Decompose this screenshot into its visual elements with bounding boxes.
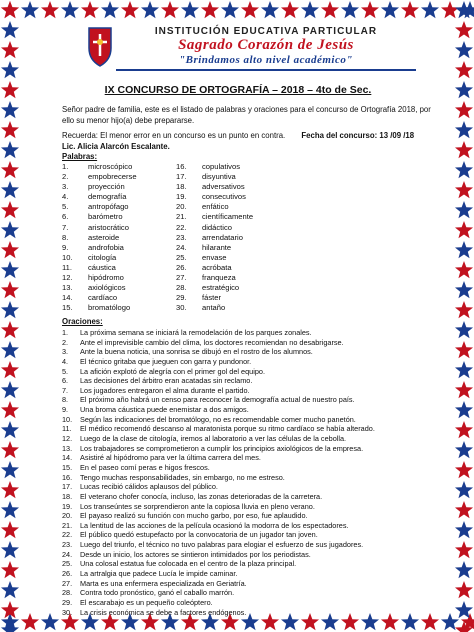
- item-number: 15.: [62, 462, 73, 472]
- list-item: [62, 550, 454, 560]
- contest-title: IX CONCURSO DE ORTOGRAFÍA – 2018 – 4to de Sec.: [104, 84, 372, 96]
- item-number: 26.: [176, 262, 187, 272]
- item-number: 4.: [62, 192, 69, 202]
- star-icon: [454, 300, 474, 320]
- star-icon: [420, 0, 440, 20]
- item-number: 19.: [62, 501, 73, 511]
- star-icon: [0, 460, 20, 480]
- star-icon: [0, 380, 20, 400]
- star-icon: [454, 240, 474, 260]
- item-number: 6.: [62, 376, 69, 386]
- item-number: 30.: [176, 303, 187, 313]
- item-number: 10.: [62, 252, 73, 262]
- item-number: 16.: [62, 472, 73, 482]
- star-icon: [0, 600, 20, 620]
- star-icon: [0, 80, 20, 100]
- star-icon: [454, 100, 474, 120]
- star-icon: [0, 400, 20, 420]
- star-border-right: [454, 0, 474, 632]
- star-icon: [0, 280, 20, 300]
- list-item: [62, 453, 454, 463]
- list-item: [62, 588, 454, 598]
- star-icon: [0, 320, 20, 340]
- item-text: El payaso realizó su función con mucho garbo, por eso, fue aplaudido.: [80, 511, 308, 521]
- star-icon: [0, 120, 20, 140]
- item-text: La afición explotó de alegría con el primer gol del equipo.: [80, 366, 265, 376]
- item-text: Asistiré al hipódromo para ver la última carrera del mes.: [80, 453, 261, 463]
- list-item: [62, 502, 454, 512]
- list-item: [62, 367, 454, 377]
- item-number: 18.: [176, 182, 187, 192]
- item-number: 15.: [62, 303, 73, 313]
- item-number: 23.: [62, 540, 73, 550]
- star-icon: [454, 320, 474, 340]
- star-icon: [0, 300, 20, 320]
- list-item: [176, 202, 336, 212]
- star-icon: [454, 140, 474, 160]
- star-icon: [454, 180, 474, 200]
- item-number: 30.: [62, 607, 73, 617]
- item-text: franqueza: [202, 273, 236, 283]
- sentences-heading: Oraciones:: [62, 317, 103, 326]
- item-number: 17.: [176, 172, 187, 182]
- item-number: 7.: [62, 222, 69, 232]
- item-number: 12.: [62, 273, 73, 283]
- item-text: Una colosal estatua fue colocada en el centro de la plaza principal.: [80, 559, 297, 569]
- star-icon: [454, 480, 474, 500]
- star-icon: [0, 240, 20, 260]
- item-number: 7.: [62, 385, 69, 395]
- list-item: [62, 434, 454, 444]
- document-content: [26, 24, 450, 617]
- star-icon: [454, 280, 474, 300]
- item-number: 27.: [176, 273, 187, 283]
- school-slogan: "Brindamos alto nivel académico": [179, 54, 353, 66]
- list-item: [62, 473, 454, 483]
- list-item: [62, 521, 454, 531]
- star-icon: [454, 380, 474, 400]
- item-number: 1.: [62, 328, 69, 337]
- item-number: 2.: [62, 337, 69, 347]
- star-icon: [320, 0, 340, 20]
- item-text: El escarabajo es un pequeño coleóptero.: [80, 597, 213, 607]
- star-icon: [0, 20, 20, 40]
- item-number: 29.: [62, 597, 73, 607]
- item-text: axiológicos: [88, 283, 126, 293]
- star-icon: [454, 200, 474, 220]
- item-text: consecutivos: [202, 192, 246, 202]
- item-text: copulativos: [202, 162, 240, 171]
- item-number: 12.: [62, 434, 73, 444]
- school-header: [26, 24, 450, 76]
- list-item: [62, 492, 454, 502]
- list-item: [176, 212, 336, 222]
- words-list-right: [176, 162, 336, 313]
- item-number: 20.: [62, 511, 73, 521]
- item-text: Ante el imprevisible cambio del clima, los doctores recomiendan no desabrigarse.: [80, 337, 344, 347]
- star-icon: [454, 440, 474, 460]
- header-divider: [116, 69, 416, 71]
- list-item: [62, 530, 454, 540]
- item-text: cardíaco: [88, 293, 118, 303]
- item-number: 5.: [62, 202, 69, 212]
- item-text: En el paseo comí peras e higos frescos.: [80, 462, 210, 472]
- item-text: Los jugadores entregaron el alma durante el partido.: [80, 385, 250, 395]
- reminder-text: Recuerda: El menor error en un concurso es un punto en contra.: [62, 131, 286, 140]
- item-text: acróbata: [202, 262, 232, 272]
- list-item: [62, 569, 454, 579]
- star-icon: [0, 560, 20, 580]
- item-text: Los transeúntes se sorprendieron ante la copiosa lluvia en pleno verano.: [80, 501, 315, 511]
- item-number: 17.: [62, 482, 73, 492]
- list-item: [62, 598, 454, 608]
- item-number: 14.: [62, 453, 73, 463]
- item-text: La crisis económica se debe a factores endógenos.: [80, 607, 247, 617]
- item-text: aristocrático: [88, 222, 129, 232]
- school-name: INSTITUCIÓN EDUCATIVA PARTICULAR: [154, 26, 378, 37]
- item-text: Las decisiones del árbitro eran acatadas sin reclamo.: [80, 376, 253, 386]
- star-icon: [454, 260, 474, 280]
- item-text: El técnico gritaba que jueguen con garra y pundonor.: [80, 356, 252, 366]
- item-text: barómetro: [88, 212, 123, 222]
- item-text: hilarante: [202, 242, 232, 252]
- list-item: [176, 253, 336, 263]
- item-text: antropófago: [88, 202, 129, 212]
- item-text: El médico recomendó descanso al maratonista porque su ritmo cardíaco se había alterado.: [80, 424, 375, 434]
- list-item: [176, 172, 336, 182]
- item-text: Los trabajadores se comprometieron a cumplir los principios axiológicos de la empresa.: [80, 443, 364, 453]
- star-icon: [0, 160, 20, 180]
- item-text: envase: [202, 252, 227, 262]
- star-icon: [454, 400, 474, 420]
- item-number: 2.: [62, 172, 69, 182]
- list-item: [176, 162, 336, 172]
- star-icon: [120, 0, 140, 20]
- item-number: 20.: [176, 202, 187, 212]
- star-icon: [360, 0, 380, 20]
- list-item: [62, 482, 454, 492]
- star-icon: [380, 0, 400, 20]
- item-number: 6.: [62, 212, 69, 222]
- star-icon: [454, 520, 474, 540]
- list-item: [62, 415, 454, 425]
- list-item: [62, 395, 454, 405]
- item-number: 28.: [176, 283, 187, 293]
- school-crest-icon: [86, 24, 114, 68]
- item-number: 21.: [62, 520, 73, 530]
- star-icon: [0, 520, 20, 540]
- list-item: [62, 338, 454, 348]
- star-icon: [454, 620, 474, 632]
- star-border-top: [0, 0, 474, 20]
- item-number: 23.: [176, 232, 187, 242]
- item-text: antaño: [202, 303, 226, 313]
- list-item: [176, 273, 336, 283]
- item-number: 3.: [62, 347, 69, 357]
- star-icon: [0, 100, 20, 120]
- list-item: [62, 608, 454, 618]
- star-icon: [454, 40, 474, 60]
- star-icon: [454, 0, 474, 20]
- item-number: 1.: [62, 162, 69, 171]
- item-text: Marta es una enfermera especializada en Geriatría.: [80, 578, 247, 588]
- item-text: fáster: [202, 293, 221, 303]
- reminder-row: [62, 130, 452, 141]
- item-text: Luego de la clase de citología, iremos al laboratorio a ver las células de la cebolla.: [80, 434, 347, 444]
- item-text: Una broma cáustica puede enemistar a dos amigos.: [80, 405, 249, 415]
- star-icon: [454, 600, 474, 620]
- star-icon: [454, 120, 474, 140]
- item-text: enfático: [202, 202, 229, 212]
- item-number: 8.: [62, 395, 69, 405]
- item-text: asteroide: [88, 232, 120, 242]
- item-text: demografía: [88, 192, 127, 202]
- list-item: [62, 347, 454, 357]
- item-text: La lentitud de las acciones de la película ocasionó la modorra de los espectadores.: [80, 520, 349, 530]
- list-item: [176, 293, 336, 303]
- star-icon: [300, 0, 320, 20]
- star-icon: [180, 0, 200, 20]
- list-item: [62, 579, 454, 589]
- list-item: [176, 283, 336, 293]
- item-text: La próxima semana se iniciará la remodelación de los parques zonales.: [80, 328, 312, 337]
- item-text: Ante la buena noticia, una sonrisa se dibujó en el rostro de los alumnos.: [80, 347, 313, 357]
- star-icon: [0, 200, 20, 220]
- item-number: 16.: [176, 162, 187, 171]
- list-item: [176, 263, 336, 273]
- star-icon: [0, 340, 20, 360]
- item-number: 13.: [62, 283, 73, 293]
- list-item: [62, 540, 454, 550]
- list-item: [176, 233, 336, 243]
- item-number: 29.: [176, 293, 187, 303]
- star-icon: [0, 500, 20, 520]
- contest-date: Fecha del concurso: 13 /09 /18: [301, 131, 415, 140]
- list-item: [176, 223, 336, 233]
- star-icon: [260, 0, 280, 20]
- item-text: Tengo muchas responsabilidades, sin embargo, no me estreso.: [80, 472, 285, 482]
- item-text: empobrecerse: [88, 172, 137, 182]
- item-number: 21.: [176, 212, 187, 222]
- item-number: 25.: [176, 252, 187, 262]
- item-number: 5.: [62, 366, 69, 376]
- item-text: androfobia: [88, 242, 124, 252]
- star-icon: [0, 580, 20, 600]
- list-item: [62, 357, 454, 367]
- item-number: 11.: [62, 262, 72, 272]
- item-number: 22.: [176, 222, 187, 232]
- item-number: 9.: [62, 242, 69, 252]
- list-item: [62, 405, 454, 415]
- star-border-left: [0, 0, 20, 632]
- star-icon: [0, 60, 20, 80]
- list-item: [62, 328, 454, 338]
- list-item: [176, 243, 336, 253]
- item-text: disyuntiva: [202, 172, 236, 182]
- star-icon: [100, 0, 120, 20]
- star-icon: [0, 260, 20, 280]
- item-number: 26.: [62, 569, 73, 579]
- words-heading: Palabras:: [62, 152, 98, 161]
- item-number: 19.: [176, 192, 187, 202]
- item-text: científicamente: [202, 212, 254, 222]
- item-number: 27.: [62, 578, 73, 588]
- star-icon: [454, 460, 474, 480]
- star-icon: [0, 180, 20, 200]
- star-icon: [454, 160, 474, 180]
- list-item: [62, 463, 454, 473]
- star-icon: [454, 340, 474, 360]
- item-text: microscópico: [88, 162, 133, 171]
- star-icon: [140, 0, 160, 20]
- item-text: arrendatario: [202, 232, 243, 242]
- star-icon: [0, 40, 20, 60]
- item-text: La artralgia que padece Lucía le impide caminar.: [80, 569, 238, 579]
- star-icon: [454, 420, 474, 440]
- item-text: Luego del triunfo, el técnico no tuvo palabras para elogiar el esfuerzo de sus jugadores.: [80, 540, 364, 550]
- item-text: Lucas recibió cálidos aplausos del público.: [80, 482, 218, 492]
- item-text: El veterano chofer conocía, incluso, las zonas deterioradas de la carretera.: [80, 491, 323, 501]
- star-icon: [400, 0, 420, 20]
- star-icon: [60, 0, 80, 20]
- list-item: [62, 559, 454, 569]
- star-icon: [0, 620, 20, 632]
- teacher-name: Lic. Alicia Alarcón Escalante.: [62, 142, 170, 151]
- star-icon: [454, 220, 474, 240]
- item-text: bromatólogo: [88, 303, 131, 313]
- star-icon: [0, 480, 20, 500]
- list-item: [176, 182, 336, 192]
- star-icon: [220, 0, 240, 20]
- star-icon: [80, 0, 100, 20]
- list-item: [62, 444, 454, 454]
- star-icon: [0, 420, 20, 440]
- sentences-list: [62, 328, 454, 617]
- item-number: 22.: [62, 530, 73, 540]
- star-icon: [40, 612, 60, 632]
- star-icon: [454, 540, 474, 560]
- list-item: [62, 376, 454, 386]
- item-text: estratégico: [202, 283, 240, 293]
- item-text: proyección: [88, 182, 125, 192]
- item-number: 24.: [62, 549, 73, 559]
- star-icon: [0, 220, 20, 240]
- item-number: 18.: [62, 491, 73, 501]
- star-icon: [40, 0, 60, 20]
- star-icon: [454, 580, 474, 600]
- item-number: 4.: [62, 356, 69, 366]
- star-icon: [280, 0, 300, 20]
- item-number: 3.: [62, 182, 69, 192]
- star-icon: [454, 20, 474, 40]
- star-icon: [0, 360, 20, 380]
- item-number: 13.: [62, 443, 73, 453]
- item-text: didáctico: [202, 222, 232, 232]
- star-icon: [454, 500, 474, 520]
- list-item: [62, 424, 454, 434]
- item-text: El público quedó estupefacto por la convocatoria de un jugador tan joven.: [80, 530, 318, 540]
- star-icon: [0, 0, 20, 20]
- list-item: [62, 511, 454, 521]
- list-item: [176, 303, 336, 313]
- item-text: hipódromo: [88, 273, 124, 283]
- item-text: adversativos: [202, 182, 245, 192]
- item-number: 8.: [62, 232, 69, 242]
- star-icon: [454, 80, 474, 100]
- item-number: 24.: [176, 242, 187, 252]
- star-icon: [454, 360, 474, 380]
- star-icon: [454, 60, 474, 80]
- list-item: [176, 192, 336, 202]
- star-icon: [240, 0, 260, 20]
- star-icon: [0, 540, 20, 560]
- item-text: El próximo año habrá un censo para reconocer la demografía actual de nuestro país.: [80, 395, 355, 405]
- star-icon: [340, 0, 360, 20]
- star-icon: [20, 0, 40, 20]
- school-subname: Sagrado Corazón de Jesús: [178, 37, 354, 53]
- star-icon: [0, 140, 20, 160]
- item-text: cáustica: [88, 262, 116, 272]
- list-item: [62, 386, 454, 396]
- item-text: citología: [88, 252, 117, 262]
- star-icon: [454, 560, 474, 580]
- star-icon: [160, 0, 180, 20]
- item-number: 10.: [62, 414, 73, 424]
- item-number: 28.: [62, 588, 73, 598]
- star-icon: [0, 440, 20, 460]
- item-number: 25.: [62, 559, 73, 569]
- star-icon: [200, 0, 220, 20]
- star-icon: [20, 612, 40, 632]
- item-number: 14.: [62, 293, 73, 303]
- intro-paragraph: Señor padre de familia, este es el listado de palabras y oraciones para el concurso de Ortografía 2018, por ello su menor hijo(a) debe prepararse.: [62, 105, 431, 125]
- item-text: Desde un inicio, los actores se sintieron intimidados por los periodistas.: [80, 549, 311, 559]
- item-number: 11.: [62, 424, 72, 434]
- item-text: Contra todo pronóstico, ganó el caballo marrón.: [80, 588, 235, 598]
- item-text: Según las indicaciones del bromatólogo, no es recomendable comer mucho panetón.: [80, 414, 356, 424]
- item-number: 9.: [62, 405, 69, 415]
